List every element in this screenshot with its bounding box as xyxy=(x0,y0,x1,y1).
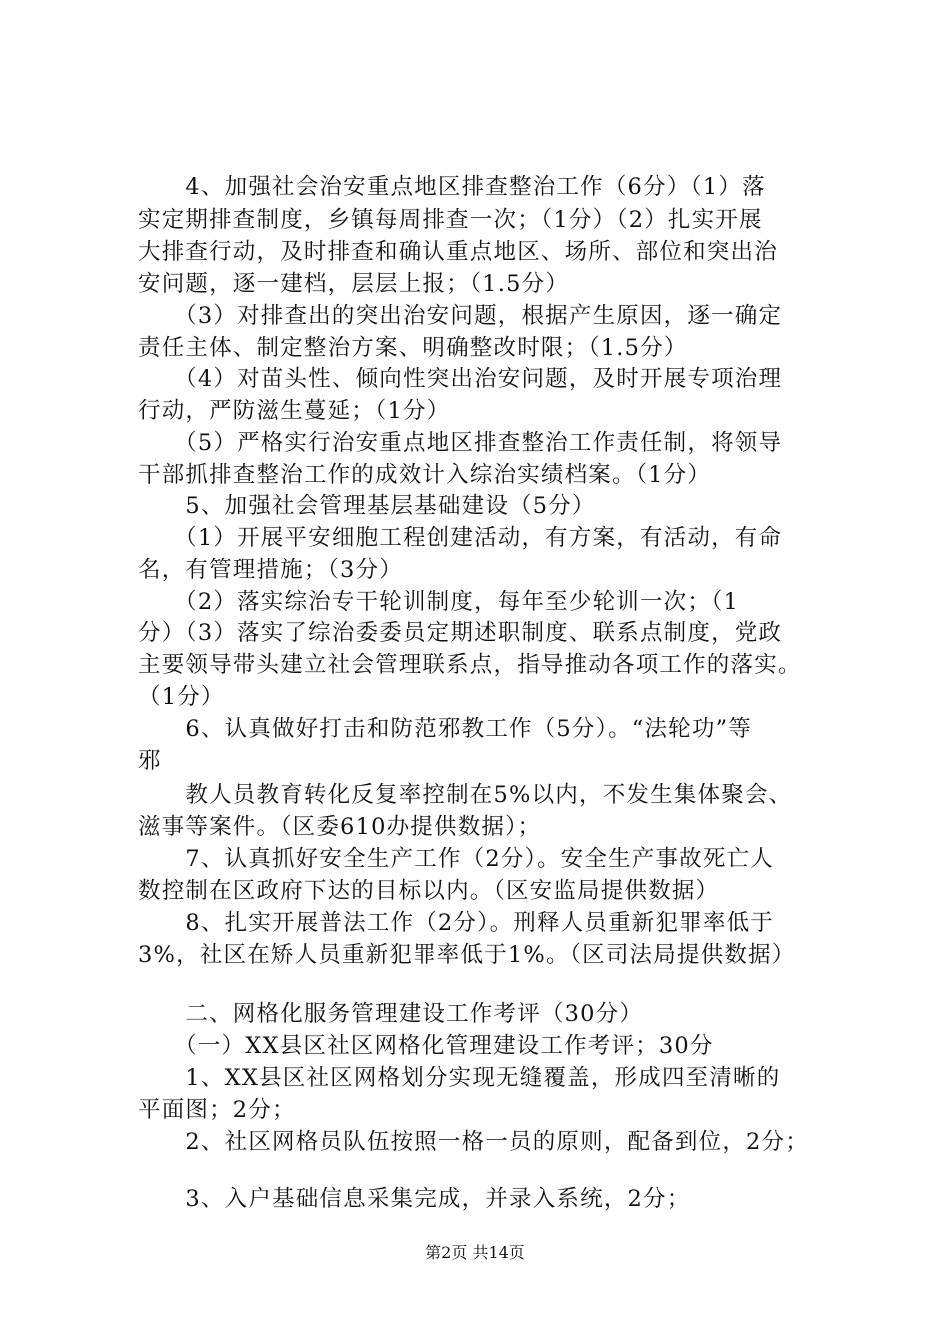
text-line: 平面图；2分； xyxy=(138,1097,296,1123)
text-line: 邪 xyxy=(138,748,162,774)
text-line: （3）对排查出的突出治安问题，根据产生原因，逐一确定 xyxy=(138,303,783,329)
text-line: （2）落实综治专干轮训制度，每年至少轮训一次；（1 xyxy=(138,589,740,615)
text-line: 2、社区网格员队伍按照一格一员的原则，配备到位，2分； xyxy=(138,1129,809,1155)
text-line: （1分） xyxy=(138,684,225,710)
text-line: 分）（3）落实了综治委委员定期述职制度、联系点制度，党政 xyxy=(138,620,783,646)
text-line: 大排查行动，及时排查和确认重点地区、场所、部位和突出治 xyxy=(138,239,778,265)
text-line: 5、加强社会管理基层基础建设（5分） xyxy=(138,493,596,519)
section-heading: 二、网格化服务管理建设工作考评（30分） xyxy=(138,1001,644,1027)
text-line: 主要领导带头建立社会管理联系点，指导推动各项工作的落实。 xyxy=(138,652,802,678)
text-line: 4、加强社会治安重点地区排查整治工作（6分）（1）落 xyxy=(138,174,766,200)
text-line: 6、认真做好打击和防范邪教工作（5分）。“法轮功”等 xyxy=(138,716,752,742)
text-line: 滋事等案件。（区委610办提供数据）； xyxy=(138,814,542,840)
text-line: 7、认真抓好安全生产工作（2分）。安全生产事故死亡人 xyxy=(138,846,774,872)
text-line: 行动，严防滋生蔓延；（1分） xyxy=(138,398,451,424)
text-line: 教人员教育转化反复率控制在5%以内，不发生集体聚会、 xyxy=(138,782,793,808)
text-line: 3、入户基础信息采集完成，并录入系统，2分； xyxy=(138,1186,691,1212)
text-line: 责任主体、制定整治方案、明确整改时限；（1.5分） xyxy=(138,335,688,361)
text-line: 1、XX县区社区网格划分实现无缝覆盖，形成四至清晰的 xyxy=(138,1065,781,1091)
text-line: （5）严格实行治安重点地区排查整治工作责任制，将领导 xyxy=(138,430,783,456)
text-line: 3%，社区在矫人员重新犯罪率低于1%。（区司法局提供数据） xyxy=(138,942,796,968)
text-line: （1）开展平安细胞工程创建活动，有方案，有活动，有命 xyxy=(138,525,783,551)
text-line: 安问题，逐一建档，层层上报；（1.5分） xyxy=(138,271,570,297)
text-line: （一）XX县区社区网格化管理建设工作考评；30分 xyxy=(138,1033,714,1059)
text-line: 实定期排查制度，乡镇每周排查一次；（1分）（2）扎实开展 xyxy=(138,207,763,233)
text-line: 数控制在区政府下达的目标以内。（区安监局提供数据） xyxy=(138,878,720,904)
page-footer: 第2页 共14页 xyxy=(425,1243,525,1262)
text-line: 干部抓排查整治工作的成效计入综治实绩档案。（1分） xyxy=(138,462,712,488)
text-line: （4）对苗头性、倾向性突出治安问题，及时开展专项治理 xyxy=(138,366,783,392)
text-line: 名，有管理措施；（3分） xyxy=(138,557,403,583)
text-line: 8、扎实开展普法工作（2分）。刑释人员重新犯罪率低于 xyxy=(138,910,774,936)
